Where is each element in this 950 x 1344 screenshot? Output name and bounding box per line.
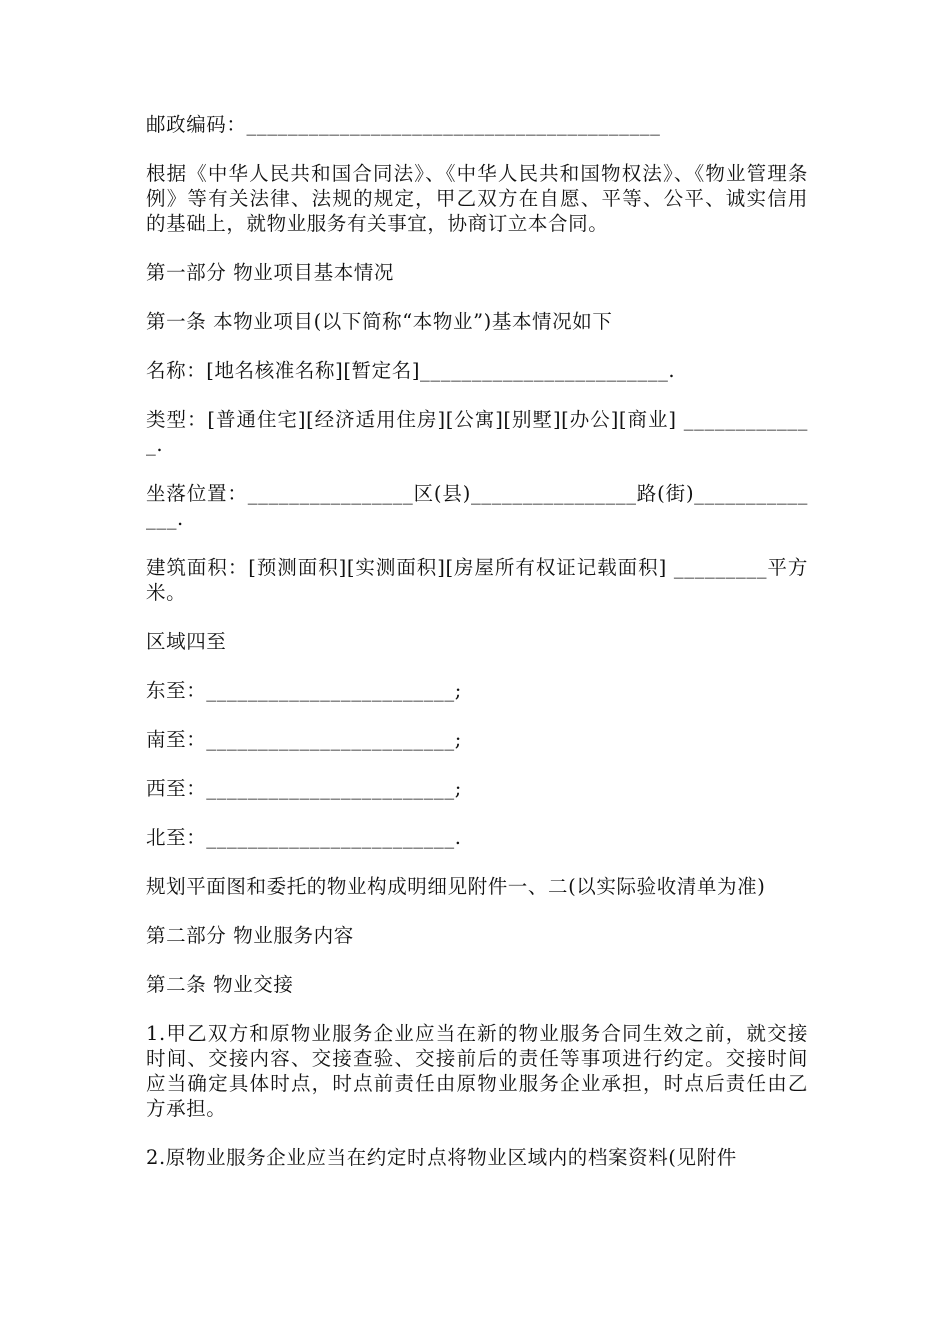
document-page [146,112,808,1194]
south-boundary-line: 南至：________________________; [146,728,462,751]
part-two-heading: 第二部分 物业服务内容 [146,924,354,947]
part-one-heading: 第一部分 物业项目基本情况 [146,261,394,284]
north-boundary-line: 北至：________________________. [146,826,462,849]
site-plan-note: 规划平面图和委托的物业构成明细见附件一、二(以实际验收清单为准) [146,875,766,898]
west-boundary-line: 西至：________________________; [146,777,462,800]
boundaries-heading: 区域四至 [146,630,227,653]
article-two-heading: 第二条 物业交接 [146,973,294,996]
article-one-heading: 第一条 本物业项目(以下简称“本物业”)基本情况如下 [146,310,613,333]
handover-clause-2: 2.原物业服务企业应当在约定时点将物业区域内的档案资料(见附件 [146,1146,737,1169]
building-area-line: 建筑面积：[预测面积][实测面积][房屋所有权证记载面积] _________平方米。 [146,556,808,604]
property-name-line: 名称：[地名核准名称][暂定名]________________________. [146,359,676,382]
handover-clause-1: 1.甲乙双方和原物业服务企业应当在新的物业服务合同生效之前，就交接时间、交接内容、交接查验、交接前后的责任等事项进行约定。交接时间应当确定具体时点，时点前责任由原物业服务企业承担，时点后责任由乙方承担。 [146,1022,808,1120]
property-location-line: 坐落位置：________________区(县)________________路(街)______________. [146,482,808,530]
property-type-line: 类型：[普通住宅][经济适用住房][公寓][别墅][办公][商业] _____________. [146,408,808,456]
postal-code-line: 邮政编码：________________________________________ [146,113,661,136]
east-boundary-line: 东至：________________________; [146,679,462,702]
preamble-paragraph: 根据《中华人民共和国合同法》、《中华人民共和国物权法》、《物业管理条例》等有关法律、法规的规定，甲乙双方在自愿、平等、公平、诚实信用的基础上，就物业服务有关事宜，协商订立本合同。 [146,162,808,235]
